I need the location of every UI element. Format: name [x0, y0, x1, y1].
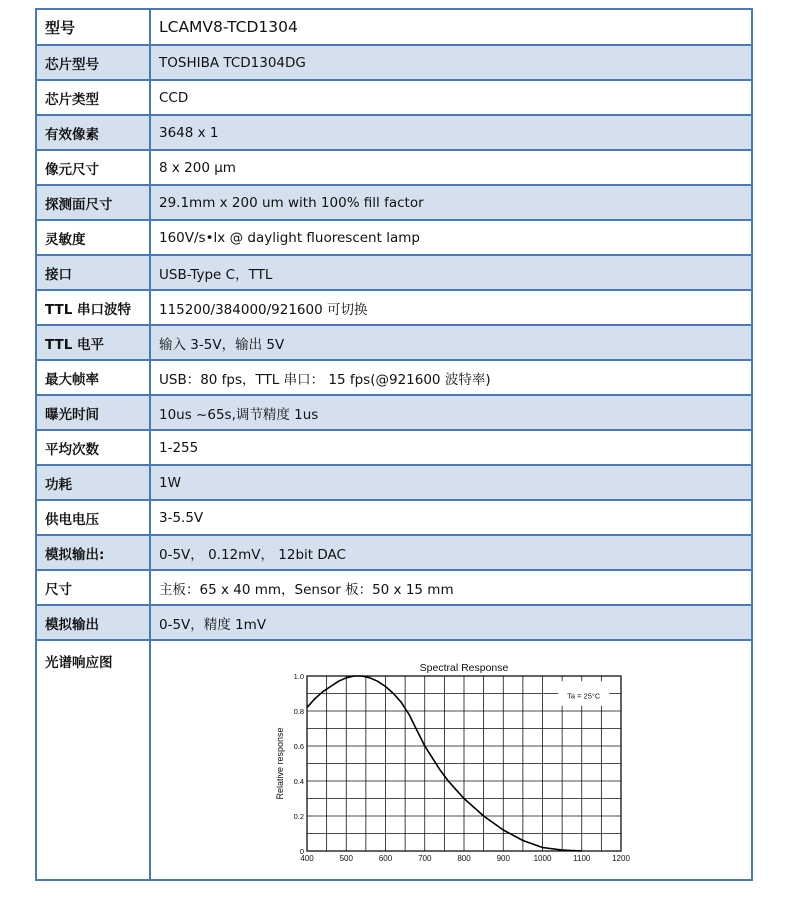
spec-row [36, 395, 752, 430]
spec-table [35, 8, 753, 881]
spec-key: 像元尺寸 [36, 150, 150, 185]
spec-key: 接口 [36, 255, 150, 290]
y-tick-label: 0.8 [293, 707, 304, 716]
spec-key: 曝光时间 [36, 395, 150, 430]
spectral-response-row [36, 640, 752, 880]
x-tick-label: 500 [339, 854, 353, 863]
spec-sheet [35, 8, 753, 881]
spec-value: 115200/384000/921600 可切换 [150, 290, 752, 325]
spectral-response-chart [159, 651, 719, 873]
spec-key: 光谱响应图 [36, 640, 150, 880]
spec-key: 模拟输出: [36, 535, 150, 570]
spec-value: 1W [150, 465, 752, 500]
y-tick-label: 0 [299, 847, 304, 856]
spec-key: 最大帧率 [36, 360, 150, 395]
spec-value: USB：80 fps，TTL 串口： 15 fps(@921600 波特率) [150, 360, 752, 395]
spec-key: 供电电压 [36, 500, 150, 535]
spec-row [36, 360, 752, 395]
spec-key: TTL 电平 [36, 325, 150, 360]
spec-key: 芯片型号 [36, 45, 150, 80]
spec-key: 平均次数 [36, 430, 150, 465]
spec-key: 有效像素 [36, 115, 150, 150]
spec-value: CCD [150, 80, 752, 115]
x-tick-label: 1100 [573, 854, 591, 863]
spec-value: 主板：65 x 40 mm，Sensor 板：50 x 15 mm [150, 570, 752, 605]
spec-key: 功耗 [36, 465, 150, 500]
spec-value: 1-255 [150, 430, 752, 465]
spec-value: 29.1mm x 200 um with 100% fill factor [150, 185, 752, 220]
spec-row [36, 535, 752, 570]
y-tick-label: 0.4 [293, 777, 304, 786]
spec-row [36, 430, 752, 465]
spec-row [36, 150, 752, 185]
spec-row [36, 9, 752, 45]
spec-value: 0-5V， 0.12mV， 12bit DAC [150, 535, 752, 570]
spec-key: TTL 串口波特 [36, 290, 150, 325]
spec-value: 8 x 200 µm [150, 150, 752, 185]
spec-row [36, 185, 752, 220]
spec-value: 3648 x 1 [150, 115, 752, 150]
spec-key: 模拟输出 [36, 605, 150, 640]
spec-row [36, 255, 752, 290]
spec-row [36, 500, 752, 535]
x-tick-label: 400 [300, 854, 314, 863]
y-axis-label: Relative response [275, 727, 285, 800]
spec-key: 探测面尺寸 [36, 185, 150, 220]
spec-row [36, 605, 752, 640]
spec-key: 尺寸 [36, 570, 150, 605]
chart-cell [150, 640, 752, 880]
chart-title: Spectral Response [419, 662, 509, 674]
x-tick-label: 900 [496, 854, 510, 863]
spec-row [36, 45, 752, 80]
annotation-temperature: Ta = 25°C [567, 691, 601, 701]
y-tick-label: 1.0 [293, 672, 304, 681]
spec-row [36, 115, 752, 150]
spec-value: 3-5.5V [150, 500, 752, 535]
spec-row [36, 290, 752, 325]
spec-value: 0-5V，精度 1mV [150, 605, 752, 640]
x-tick-label: 1000 [533, 854, 552, 863]
spec-row [36, 325, 752, 360]
spec-value: TOSHIBA TCD1304DG [150, 45, 752, 80]
y-tick-label: 0.6 [293, 742, 304, 751]
x-tick-label: 800 [457, 854, 471, 863]
spec-key: 芯片类型 [36, 80, 150, 115]
spec-key: 灵敏度 [36, 220, 150, 255]
spec-value: 10us ~65s,调节精度 1us [150, 395, 752, 430]
spec-value: USB-Type C，TTL [150, 255, 752, 290]
spec-value: 160V/s•lx @ daylight fluorescent lamp [150, 220, 752, 255]
spec-row [36, 80, 752, 115]
spec-row [36, 570, 752, 605]
spec-row [36, 465, 752, 500]
x-tick-label: 600 [378, 854, 393, 863]
y-tick-label: 0.2 [293, 812, 304, 821]
x-tick-label: 1200 [612, 854, 630, 863]
x-tick-label: 700 [418, 854, 432, 863]
spec-key: 型号 [36, 9, 150, 45]
spec-value: LCAMV8-TCD1304 [150, 9, 752, 45]
spec-row [36, 220, 752, 255]
chart-svg [159, 651, 719, 873]
spec-value: 输入 3-5V，输出 5V [150, 325, 752, 360]
